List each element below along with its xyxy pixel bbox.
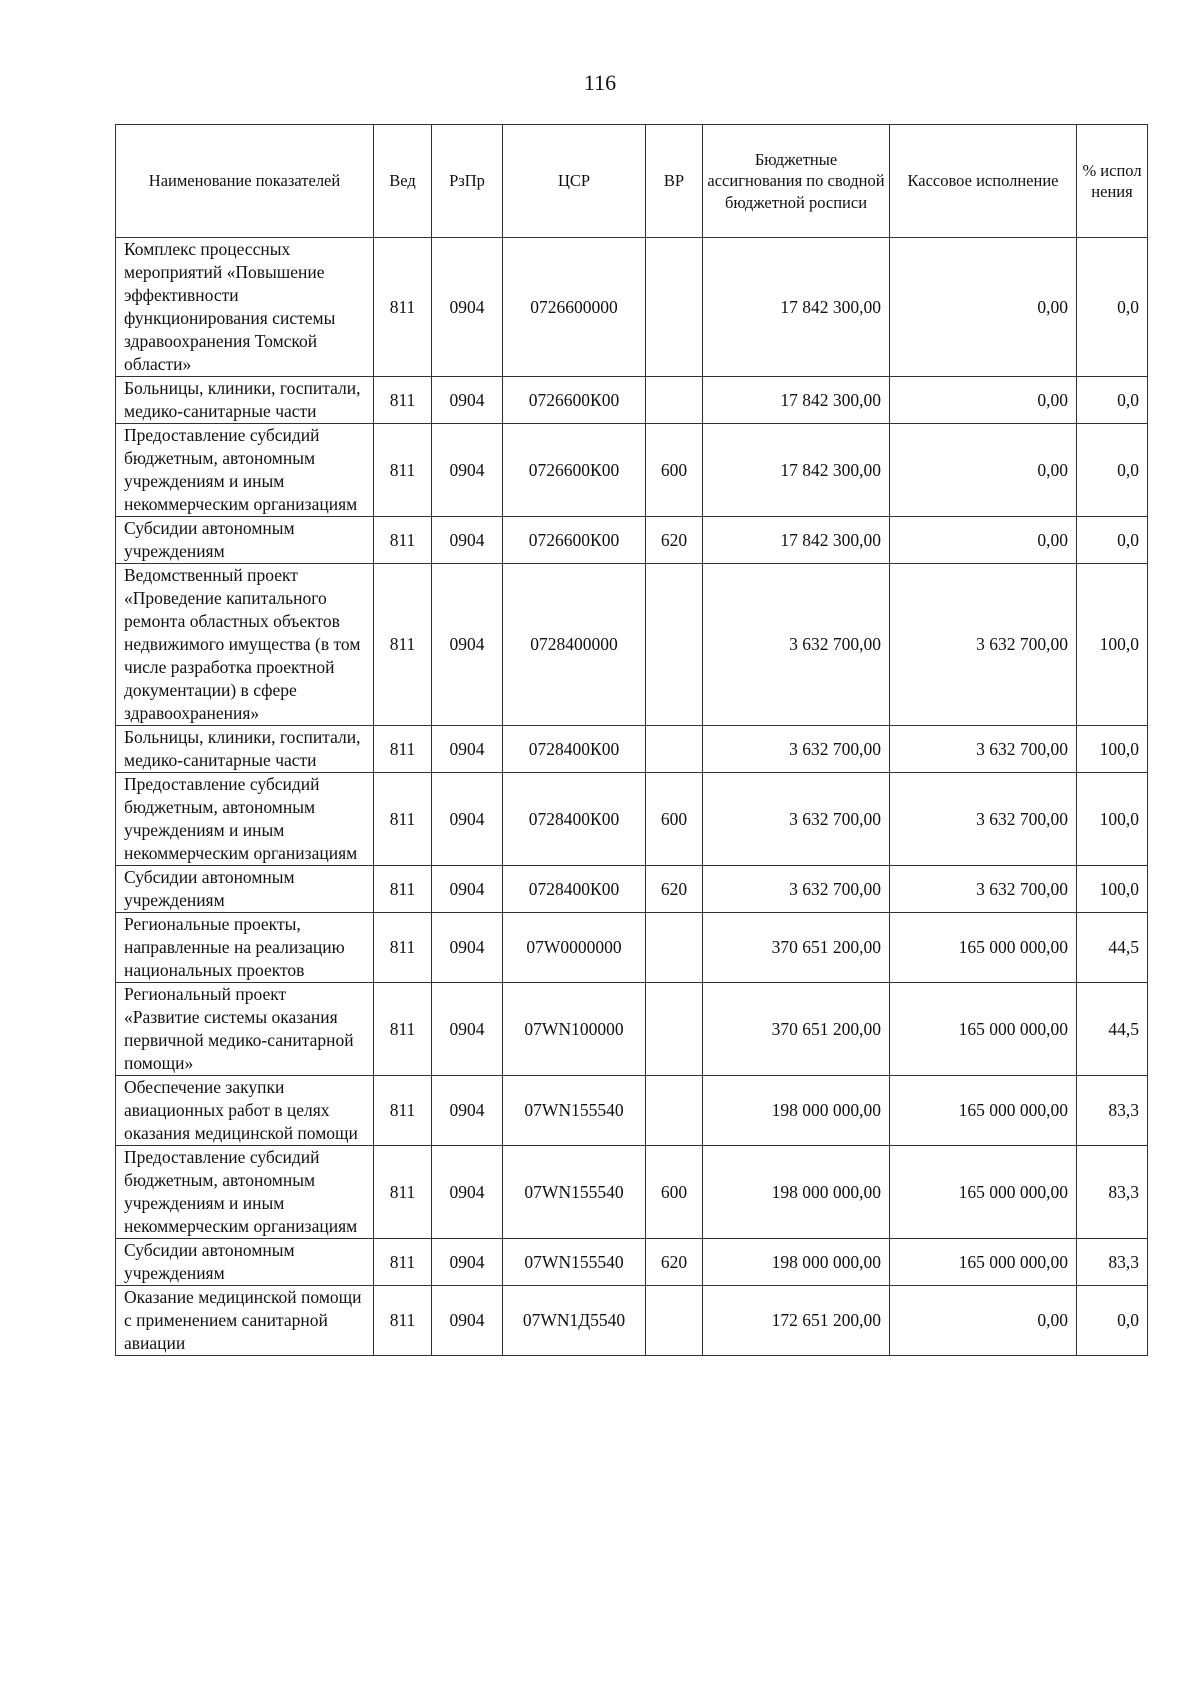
table-row [116,377,1148,424]
cell-budget: 198 000 000,00 [703,1076,890,1146]
cell-csr: 0728400000 [503,564,646,726]
table-row [116,866,1148,913]
cell-rzpr: 0904 [432,517,503,564]
cell-budget: 3 632 700,00 [703,866,890,913]
cell-vr [646,1286,703,1356]
header-vr: ВР [646,125,703,238]
cell-name: Обеспечение закупки авиационных работ в целях оказания медицинской помощи [116,1076,374,1146]
cell-csr: 0726600000 [503,238,646,377]
table-row [116,1286,1148,1356]
cell-budget: 172 651 200,00 [703,1286,890,1356]
cell-name: Предоставление субсидий бюджетным, автономным учреждениям и иным некоммерческим организациям [116,1146,374,1239]
table-row [116,564,1148,726]
cell-rzpr: 0904 [432,866,503,913]
cell-vr [646,1076,703,1146]
cell-cash: 0,00 [890,517,1077,564]
cell-csr: 0728400К00 [503,726,646,773]
cell-cash: 165 000 000,00 [890,1076,1077,1146]
page-number: 116 [583,70,617,95]
cell-csr: 07WN1Д5540 [503,1286,646,1356]
cell-percent: 44,5 [1077,913,1148,983]
cell-budget: 17 842 300,00 [703,517,890,564]
cell-cash: 165 000 000,00 [890,1239,1077,1286]
cell-cash: 3 632 700,00 [890,773,1077,866]
cell-csr: 0728400К00 [503,866,646,913]
cell-vr: 620 [646,517,703,564]
cell-percent: 44,5 [1077,983,1148,1076]
cell-percent: 0,0 [1077,424,1148,517]
cell-ved: 811 [374,1146,432,1239]
cell-ved: 811 [374,377,432,424]
table-row [116,1076,1148,1146]
cell-ved: 811 [374,773,432,866]
cell-vr [646,913,703,983]
table-row [116,726,1148,773]
cell-budget: 198 000 000,00 [703,1239,890,1286]
cell-ved: 811 [374,424,432,517]
cell-name: Субсидии автономным учреждениям [116,1239,374,1286]
cell-name: Предоставление субсидий бюджетным, автономным учреждениям и иным некоммерческим организациям [116,773,374,866]
cell-rzpr: 0904 [432,564,503,726]
cell-cash: 165 000 000,00 [890,913,1077,983]
header-rzpr: РзПр [432,125,503,238]
cell-rzpr: 0904 [432,424,503,517]
cell-percent: 0,0 [1077,238,1148,377]
cell-csr: 0726600К00 [503,424,646,517]
cell-cash: 0,00 [890,424,1077,517]
cell-budget: 370 651 200,00 [703,983,890,1076]
cell-rzpr: 0904 [432,983,503,1076]
table-row [116,517,1148,564]
cell-percent: 0,0 [1077,517,1148,564]
cell-rzpr: 0904 [432,1076,503,1146]
cell-percent: 83,3 [1077,1076,1148,1146]
cell-rzpr: 0904 [432,1146,503,1239]
cell-percent: 100,0 [1077,726,1148,773]
header-ved: Вед [374,125,432,238]
cell-rzpr: 0904 [432,238,503,377]
cell-name: Предоставление субсидий бюджетным, автономным учреждениям и иным некоммерческим организациям [116,424,374,517]
cell-csr: 07WN155540 [503,1076,646,1146]
header-cash: Кассовое исполнение [890,125,1077,238]
cell-vr: 600 [646,424,703,517]
table-row [116,424,1148,517]
cell-name: Ведомственный проект «Проведение капитального ремонта областных объектов недвижимого имущества (в том числе разработка проектной документации) в сфере здравоохранения» [116,564,374,726]
cell-cash: 165 000 000,00 [890,1146,1077,1239]
cell-budget: 3 632 700,00 [703,726,890,773]
cell-vr: 600 [646,1146,703,1239]
cell-percent: 100,0 [1077,866,1148,913]
cell-ved: 811 [374,1239,432,1286]
cell-cash: 3 632 700,00 [890,726,1077,773]
cell-rzpr: 0904 [432,913,503,983]
cell-ved: 811 [374,983,432,1076]
cell-cash: 3 632 700,00 [890,866,1077,913]
cell-budget: 17 842 300,00 [703,377,890,424]
cell-rzpr: 0904 [432,726,503,773]
budget-execution-table [115,124,1148,1356]
cell-name: Субсидии автономным учреждениям [116,517,374,564]
cell-rzpr: 0904 [432,1286,503,1356]
header-budget: Бюджетные ассигнования по сводной бюджетной росписи [703,125,890,238]
cell-csr: 07WN155540 [503,1146,646,1239]
cell-name: Больницы, клиники, госпитали, медико-санитарные части [116,726,374,773]
cell-ved: 811 [374,564,432,726]
cell-ved: 811 [374,1076,432,1146]
table-row [116,238,1148,377]
header-name: Наименование показателей [116,125,374,238]
table-row [116,773,1148,866]
header-percent: % испол нения [1077,125,1148,238]
cell-rzpr: 0904 [432,377,503,424]
cell-budget: 3 632 700,00 [703,564,890,726]
cell-ved: 811 [374,866,432,913]
cell-cash: 0,00 [890,1286,1077,1356]
cell-csr: 0726600К00 [503,517,646,564]
cell-vr [646,726,703,773]
cell-cash: 0,00 [890,238,1077,377]
cell-percent: 100,0 [1077,564,1148,726]
cell-name: Региональные проекты, направленные на реализацию национальных проектов [116,913,374,983]
cell-vr: 600 [646,773,703,866]
cell-budget: 198 000 000,00 [703,1146,890,1239]
cell-vr [646,564,703,726]
cell-percent: 100,0 [1077,773,1148,866]
table-row [116,1239,1148,1286]
cell-name: Оказание медицинской помощи с применением санитарной авиации [116,1286,374,1356]
cell-csr: 07W0000000 [503,913,646,983]
cell-ved: 811 [374,726,432,773]
cell-rzpr: 0904 [432,1239,503,1286]
cell-vr: 620 [646,866,703,913]
cell-vr [646,238,703,377]
cell-csr: 07WN155540 [503,1239,646,1286]
cell-vr: 620 [646,1239,703,1286]
cell-vr [646,983,703,1076]
cell-percent: 0,0 [1077,377,1148,424]
cell-rzpr: 0904 [432,773,503,866]
cell-budget: 370 651 200,00 [703,913,890,983]
cell-cash: 0,00 [890,377,1077,424]
table-header-row [116,125,1148,238]
cell-percent: 0,0 [1077,1286,1148,1356]
cell-percent: 83,3 [1077,1146,1148,1239]
cell-ved: 811 [374,238,432,377]
cell-percent: 83,3 [1077,1239,1148,1286]
cell-cash: 3 632 700,00 [890,564,1077,726]
cell-ved: 811 [374,1286,432,1356]
cell-budget: 17 842 300,00 [703,424,890,517]
table-row [116,913,1148,983]
cell-budget: 3 632 700,00 [703,773,890,866]
cell-csr: 07WN100000 [503,983,646,1076]
cell-budget: 17 842 300,00 [703,238,890,377]
cell-name: Региональный проект «Развитие системы оказания первичной медико-санитарной помощи» [116,983,374,1076]
cell-ved: 811 [374,913,432,983]
cell-vr [646,377,703,424]
table-row [116,983,1148,1076]
table-row [116,1146,1148,1239]
cell-csr: 0726600К00 [503,377,646,424]
cell-csr: 0728400К00 [503,773,646,866]
header-csr: ЦСР [503,125,646,238]
cell-name: Субсидии автономным учреждениям [116,866,374,913]
cell-name: Больницы, клиники, госпитали, медико-санитарные части [116,377,374,424]
cell-cash: 165 000 000,00 [890,983,1077,1076]
cell-name: Комплекс процессных мероприятий «Повышение эффективности функционирования системы здравоохранения Томской области» [116,238,374,377]
cell-ved: 811 [374,517,432,564]
